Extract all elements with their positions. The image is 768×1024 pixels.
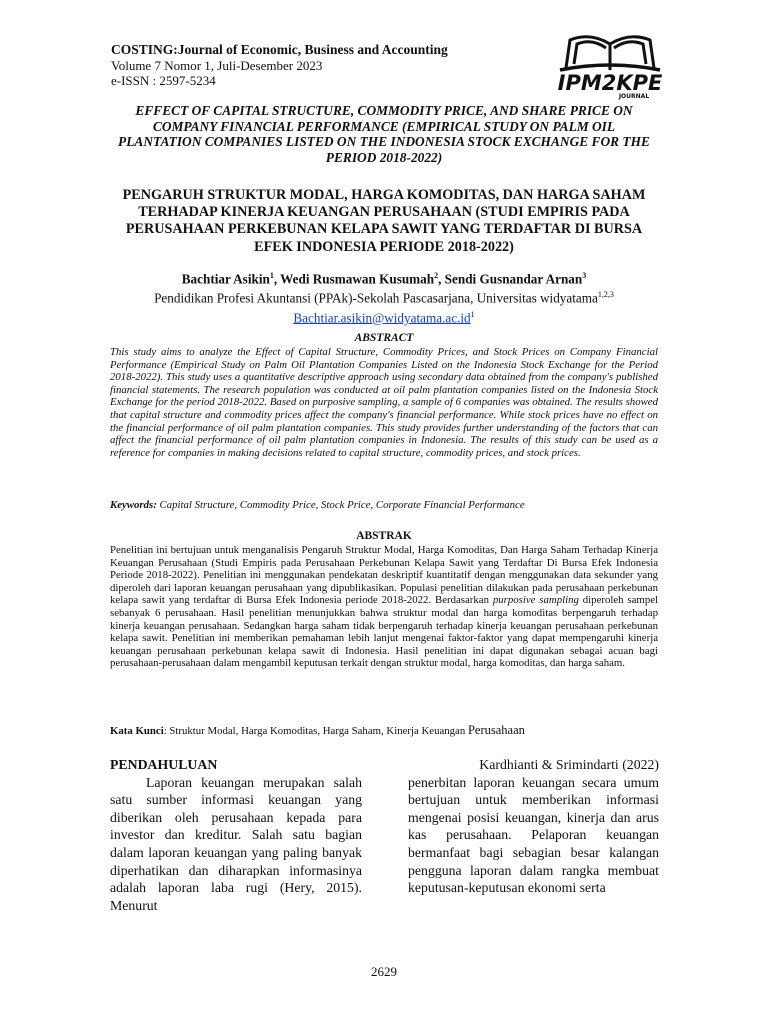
keywords-label: Keywords: [110,499,157,511]
abstrak-heading: ABSTRAK [356,530,412,542]
affiliation-text: Pendidikan Profesi Akuntansi (PPAk)-Sekolah Pascasarjana, Universitas widyatama [154,290,598,306]
kata-kunci-label: Kata Kunci [110,725,164,737]
title-english: EFFECT OF CAPITAL STRUCTURE, COMMODITY PRICE, AND SHARE PRICE ON COMPANY FINANCIAL PERFORMANCE (EMPIRICAL STUDY ON PALM OIL PLANTATION COMPANIES LISTED ON THE INDONESIA STOCK EXCHANGE FOR THE PERIOD 2018-2022) [118,103,650,165]
abstract-body: This study aims to analyze the Effect of Capital Structure, Commodity Prices, and Stock Prices on Company Financial Performance (Empirical Study on Palm Oil Plantation Companies Listed on the Indonesia Stock Exchange for the Period 2018-2022). This study uses a quantitative descriptive approach using secondary data obtained from the company's published financial statements. The research population was conducted at oil palm plantation companies listed on the Indonesia Stock Exchange for the period 2018-2022. Based on purposive sampling, a sample of 6 companies was obtained. The results showed that capital structure and commodity prices affect the company's financial performance. While stock prices have no effect on the financial performance of oil palm plantation companies. This study provides further understanding of the factors that can affect the financial performance of oil palm plantation companies in Indonesia. The results of this study can be used as a reference for companies in making decisions related to capital structure, commodity prices, and stock prices. [110,346,658,459]
abstract-heading: ABSTRACT [354,332,414,344]
intro-right-column [408,756,659,897]
author-1: Bachtiar Asikin [181,271,270,287]
author-1-sup: 1 [269,271,274,280]
affiliation-sup: 1,2,3 [597,290,614,300]
author-email-link[interactable]: Bachtiar.asikin@widyatama.ac.id [293,310,471,326]
kata-kunci-last: Perusahaan [467,723,525,737]
kata-kunci-value: Struktur Modal, Harga Komoditas, Harga Saham, Kinerja Keuangan [169,725,466,737]
abstrak-body-italic: purposive sampling [492,594,579,607]
abstrak-body [110,544,658,670]
author-3: Sendi Gusnandar Arnan [444,271,583,287]
journal-header [111,42,531,89]
keywords-value: Capital Structure, Commodity Price, Stock Price, Corporate Financial Performance [159,499,525,511]
author-block [100,268,668,326]
intro-paragraph-right: penerbitan laporan keuangan secara umum bertujuan untuk memberikan informasi mengenai posisi keuangan, kinerja dan arus kas perusahaan. Pelaporan keuangan bermanfaat bagi sebagian besar kalangan pengguna laporan dalam rangka membuat keputusan-keputusan ekonomi serta [408,774,659,896]
journal-name: COSTING:Journal of Economic, Business and Accounting [111,42,448,57]
journal-issn: e-ISSN : 2597-5234 [111,73,216,88]
keywords-line [110,499,658,512]
journal-logo [548,30,672,100]
email-sup: 1 [470,309,475,319]
logo-subtext: JOURNAL [618,93,650,100]
abstrak-body-part-2: diperoleh sampel sebanyak 6 perusahaan. Hasil penelitian menunjukkan bahwa struktur modal dan harga komoditas berpengaruh terhadap kinerja keuangan perusahaan. Sedangkan harga saham tidak berpengaruh terhadap kinerja keuangan perusahaan perkebunan kelapa sawit. Penelitian ini memberikan pemahaman lebih lanjut mengenai faktor-faktor yang dapat mempengaruhi kinerja keuangan perusahaan perkebunan kelapa sawit di Indonesia. Hasil penelitian ini dapat digunakan sebagai acuan bagi perusahaan-perusahaan dalam mengambil keputusan terkait dengan struktur modal, harga komoditas, dan harga saham. [110,594,659,670]
email-line [100,307,668,326]
book-icon [560,37,660,70]
section-heading-pendahuluan: PENDAHULUAN [110,757,218,772]
author-2: Wedi Rusmawan Kusumah [280,271,435,287]
author-names: Bachtiar Asikin$^1$, Wedi Rusmawan Kusumah$^2$, Sendi Gusnandar Arnan$^3$ [181,271,587,287]
kata-kunci-line: Kata Kunci: Struktur Modal, Harga Komoditas, Harga Saham, Kinerja Keuangan Perusahaan [110,723,525,737]
intro-citation: Kardhianti & Srimindarti (2022) [479,757,659,772]
author-3-sup: 3 [582,271,587,280]
intro-paragraph-left: Laporan keuangan merupakan salah satu sumber informasi keuangan yang diberikan oleh perusahaan kepada para investor dan kreditur. Salah satu bagian dalam laporan keuangan yang paling banyak diperhatikan dan diharapkan informasinya adalah laporan laba rugi (Hery, 2015). Menurut [110,774,362,913]
abstrak-body-part-1: Penelitian ini bertujuan untuk menganalisis Pengaruh Struktur Modal, Harga Komoditas, Dan Harga Saham Terhadap Kinerja Keuangan Perusahaan (Studi Empiris pada Perusahaan Perkebunan Kelapa Sawit yang Terdaftar Di Bursa Efek Indonesia Periode 2018-2022). Penelitian ini menggunakan pendekatan deskriptif kuantitatif dengan menggunakan data sekunder yang diperoleh dari laporan keuangan perusahaan yang dipublikasikan. Populasi penelitian dilakukan pada perusahaan perkebunan kelapa sawit yang terdaftar di Bursa Efek Indonesia periode 2018-2022. Berdasarkan [110,544,658,607]
title-indonesian: PENGARUH STRUKTUR MODAL, HARGA KOMODITAS, DAN HARGA SAHAM TERHADAP KINERJA KEUANGAN PERUSAHAAN (STUDI EMPIRIS PADA PERUSAHAAN PERKEBUNAN KELAPA SAWIT YANG TERDAFTAR DI BURSA EFEK INDONESIA PERIODE 2018-2022) [122,187,646,255]
author-2-sup: 2 [434,271,439,280]
journal-volume: Volume 7 Nomor 1, Juli-Desember 2023 [111,57,323,73]
affiliation [100,287,668,306]
logo-text: IPM2KPE [557,71,663,95]
intro-left-column [110,756,362,914]
page-number: 2629 [371,964,397,979]
